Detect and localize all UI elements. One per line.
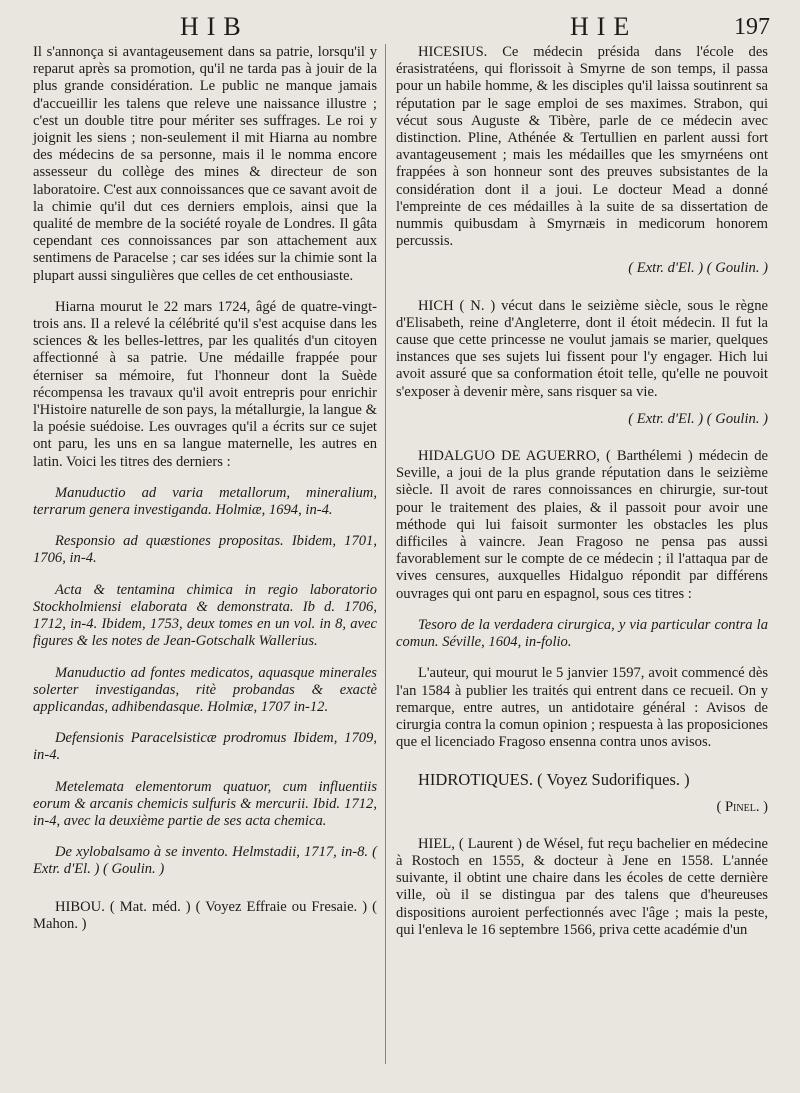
entry-hiel: HIEL, ( Laurent ) de Wésel, fut reçu bachelier en médecine à Rostoch en 1555, & docteur à Jene en 1558. L'année suivante, il obtint une chaire dans les écoles de cette dernière ville, où il se distingua par des talens que d'heureuses dispositions auroient perfectionnés avec l'âge ; mais la peste, qui l'enleva le 16 septembre 1566, priva cette académie d'un	[396, 835, 768, 938]
paragraph-hidalguo-works: L'auteur, qui mourut le 5 janvier 1597, avoit commencé dès l'an 1584 à publier les traités qui entrent dans ce recueil. On y remarque, entre autres, un antidotaire général : Avisos de cirurgia contra la comun opinion ; respuesta à las proposiciones que el licenciado Fragoso ensenna contra unos avisos.	[396, 665, 768, 751]
entry-hibou: HIBOU. ( Mat. méd. ) ( Voyez Effraie ou Fresaie. ) ( Mahon. )	[33, 898, 377, 932]
paragraph-hiarna-death: Hiarna mourut le 22 mars 1724, âgé de quatre-vingt-trois ans. Il a relevé la célébrité qu'il s'est acquise dans les sciences & les belles-lettres, par les qualités d'un citoyen affectionné à sa patrie. Une médaille frappée pour éterniser sa mémoire, fut l'honneur dont la Suède récompensa les travaux qu'il avoit entrepris pour enrichir l'Histoire naturelle de son pays, la métallurgie, la langue & la poésie suédoise. Les ouvrages qu'il a écrits sur ce sujet ont paru, les uns en sa langue maternelle, les autres en latin. Voici les titres des derniers :	[33, 298, 377, 470]
entry-hidrotiques: HIDROTIQUES. ( Voyez Sudorifiques. )	[418, 770, 690, 790]
bibliography-entry: Tesoro de la verdadera cirurgica, y via particular contra la comun. Séville, 1604, in-folio.	[396, 616, 768, 651]
bibliography-entry: De xylobalsamo à se invento. Helmstadii, 1717, in-8. ( Extr. d'El. ) ( Goulin. )	[33, 844, 377, 878]
bibliography-entry: Manuductio ad fontes medicatos, aquasque minerales solerter investigandas, ritè probandas & exactè applicandas, adhibendasque. Holmiæ, 1707 in-12.	[33, 664, 377, 715]
header-left-guideword: HIB	[180, 12, 249, 41]
right-column	[396, 44, 768, 939]
bibliography-entry: Defensionis Paracelsisticæ prodromus Ibidem, 1709, in-4.	[33, 730, 377, 764]
entry-hidalguo: HIDALGUO DE AGUERRO, ( Barthélemi ) médecin de Seville, a joui de la plus grande réputation dans le seizième siècle. Il avoit de rares connoissances en chirurgie, sur-tout pour le traitement des plaies, & il passoit pour avoir une méthode qui lui faisoit surmonter les obstacles les plus difficiles à vaincre. Jean Fragoso ne pensa pas aussi favorablement sur le compte de ce médecin ; il l'attaqua par de vives censures, auxquelles Hidalguo répondit par différens ouvrages qui ont paru en espagnol, sous ces titres :	[396, 448, 768, 602]
entry-hicesius: HICESIUS. Ce médecin présida dans l'école des érasistratéens, qui florissoit à Smyrne de son temps, il passa pour un habile homme, & les disciples qu'il laissa soutinrent sa réputation par le sage emploi de ses maximes. Strabon, qui vécut sous Auguste & Tibère, parle de ce médecin avec distinction. Pline, Athénée & Tertullien en parlent aussi fort avantageusement ; mais les médailles que les smyrnéens ont frappées à son honneur sont des preuves subsistantes de la considération dont il a joui. Le docteur Mead a donné l'empreinte de ces médailles à la suite de sa dissertation de nummis quibusdam à Smyrnæis in medicorum honorem percussis.	[396, 44, 768, 250]
left-column	[33, 44, 377, 933]
header-right-guideword: HIE	[570, 12, 638, 41]
running-header	[30, 12, 770, 48]
page-number: 197	[734, 14, 770, 40]
bibliography-entry: Acta & tentamina chimica in regio laboratorio Stockholmiensi elaborata & demonstrata. Ib d. 1706, 1712, in-4. Ibidem, 1753, deux tomes en un vol. in 8, avec figures & les notes de Jean-Gotschalk Wallerius.	[33, 581, 377, 650]
paragraph-hiarna-career: Il s'annonça si avantageusement dans sa patrie, lorsqu'il y reparut après sa promotion, qu'il ne tarda pas à jouir de la plus grande considération. Le public ne manque jamais d'accueillir les talens que releve une naissance illustre ; c'est un double titre pour mériter ses suffrages. Le roi y joignit les siens ; non-seulement il mit Hiarna au nombre des médecins de sa personne, mais il le nomma encore assesseur du collège des mines & directeur de son laboratoire. C'est aux connoissances que ce savant avoit de la chimie qu'il dut ces derniers emplois, ainsi que la qualité de membre de la société royale de Londres. Il gâta cependant ces connoissances par son attachement aux sentimens de Paracelse ; car ses idées sur la chimie sont la plupart aussi singulières que celles de cet enthousiaste.	[33, 44, 377, 284]
entry-signature: ( Extr. d'El. ) ( Goulin. )	[628, 410, 768, 427]
bibliography-entry: Responsio ad quæstiones propositas. Ibidem, 1701, 1706, in-4.	[33, 533, 377, 567]
entry-signature: ( Extr. d'El. ) ( Goulin. )	[628, 260, 768, 277]
entry-hich: HICH ( N. ) vécut dans le seizième siècle, sous le règne d'Elisabeth, reine d'Angleterre, dont il étoit médecin. Il fut la cause que cette princesse ne voulut jamais se marier, quelques instances que ses sujets lui fissent pour l'y engager. Hich lui avoit assuré que sa conformation étoit telle, qu'elle ne pouvoit s'exposer à devenir mère, sans risquer sa vie.	[396, 297, 768, 400]
entry-signature: ( Pinel. )	[716, 798, 768, 815]
column-divider	[385, 44, 386, 1064]
bibliography-entry: Metelemata elementorum quatuor, cum influentiis eorum & arcanis chemicis sulfuris & mercurii. Ibid. 1712, in-4, avec la deuxième partie de ses acta chemica.	[33, 778, 377, 829]
bibliography-entry: Manuductio ad varia metallorum, mineralium, terrarum genera investiganda. Holmiæ, 1694, in-4.	[33, 484, 377, 519]
